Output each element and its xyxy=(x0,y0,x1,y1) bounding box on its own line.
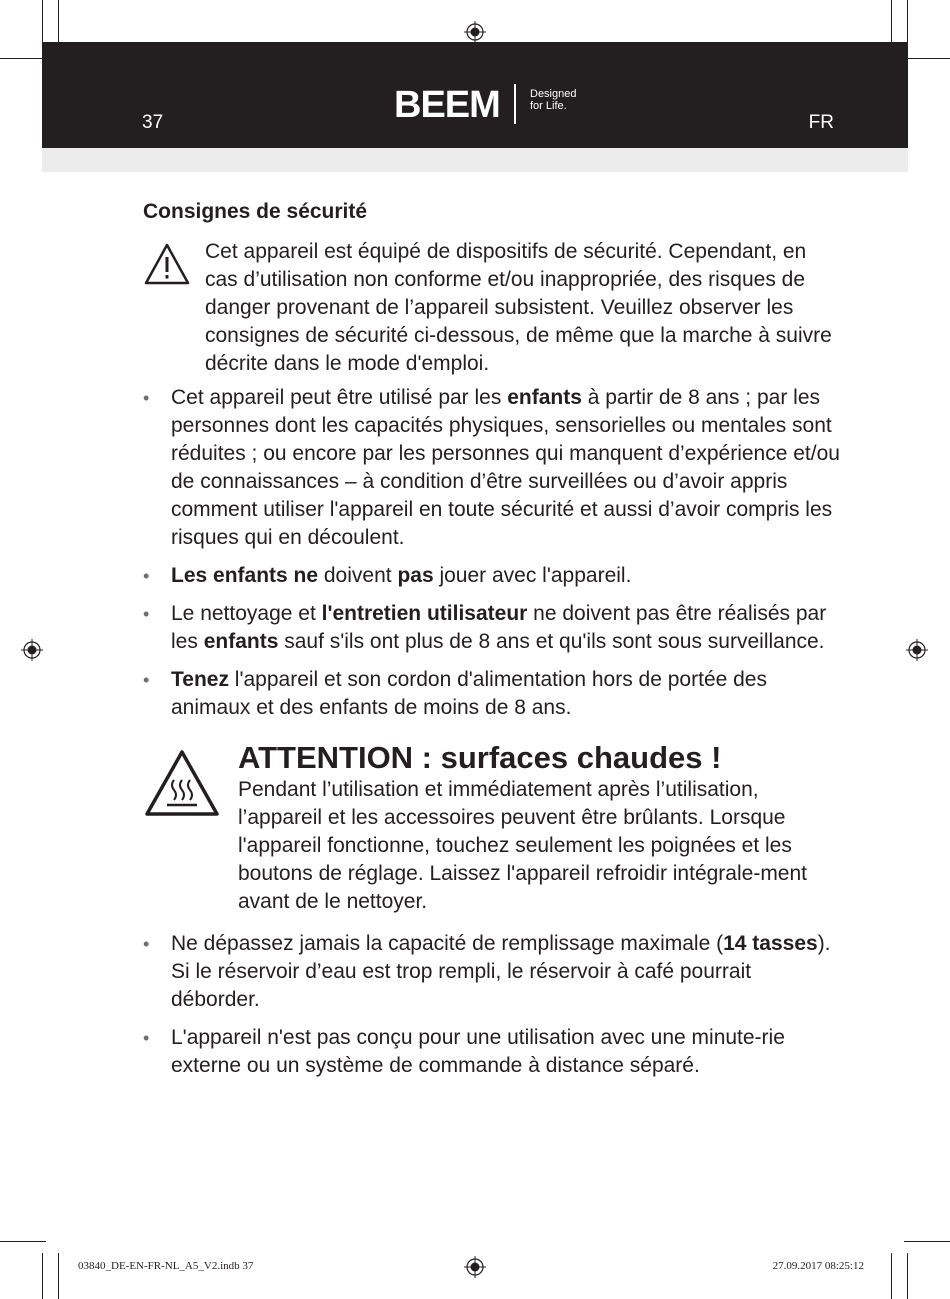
hot-surface-warning xyxy=(143,740,843,916)
hot-surface-icon xyxy=(143,748,221,818)
warning-triangle-icon xyxy=(143,242,191,286)
crop-mark xyxy=(58,0,59,46)
page-header xyxy=(42,42,908,148)
list-item: • Cet appareil peut être utilisé par les enfants à partir de 8 ans ; par les personnes dont les capacités physiques, sensorielles ou mentales sont réduites ; ou encore par les personnes qui manquent d’expérience et/ou de connaissances – à condition d’être surveillées ou d’avoir appris comment utiliser l'appareil en toute sécurité et aussi d’avoir compris les risques qui en découlent. xyxy=(143,384,843,552)
hot-warning-title: ATTENTION : surfaces chaudes ! xyxy=(238,740,722,775)
registration-mark-icon xyxy=(464,1256,486,1278)
logo-divider xyxy=(514,84,516,124)
page-number: 37 xyxy=(142,112,164,133)
registration-mark-icon xyxy=(464,21,486,43)
brand-tagline xyxy=(530,88,576,112)
warning-text: Cet appareil est équipé de dispositifs de sécurité. Cependant, en cas d’utilisation non conforme et/ou inappropriée, des risques de danger provenant de l’appareil subsistent. Veuillez observer les consignes de sécurité ci-dessous, de même que la marche à suivre décrite dans le mode d'emploi. xyxy=(205,240,832,375)
footer-file-info: 03840_DE-EN-FR-NL_A5_V2.indb 37 xyxy=(78,1260,254,1272)
safety-list xyxy=(143,384,843,722)
section-title: Consignes de sécurité xyxy=(143,200,368,223)
crop-mark xyxy=(904,58,950,59)
list-item: • Tenez l'appareil et son cordon d'alimentation hors de portée des animaux et des enfants de moins de 8 ans. xyxy=(143,666,843,722)
crop-mark xyxy=(0,1241,46,1242)
crop-mark xyxy=(0,58,46,59)
brand-logo: BEEM xyxy=(394,84,500,126)
tagline-line: for Life. xyxy=(530,100,567,112)
registration-mark-icon xyxy=(906,639,928,661)
tagline-line: Designed xyxy=(530,88,577,100)
crop-mark xyxy=(891,1253,892,1299)
footer-timestamp: 27.09.2017 08:25:12 xyxy=(772,1260,864,1272)
crop-mark xyxy=(891,0,892,46)
page-content xyxy=(143,198,843,1090)
crop-mark xyxy=(58,1253,59,1299)
registration-mark-icon xyxy=(21,639,43,661)
crop-mark xyxy=(904,1241,950,1242)
list-item: • L'appareil n'est pas conçu pour une utilisation avec une minute-rie externe ou un système de commande à distance séparé. xyxy=(143,1024,843,1080)
header-strip xyxy=(42,148,908,172)
list-item: • Les enfants ne doivent pas jouer avec l'appareil. xyxy=(143,562,843,590)
safety-list xyxy=(143,930,843,1080)
warning-block xyxy=(143,238,843,378)
list-item: • Ne dépassez jamais la capacité de remplissage maximale (14 tasses). Si le réservoir d’eau est trop rempli, le réservoir à café pourrait déborder. xyxy=(143,930,843,1014)
crop-mark xyxy=(42,0,43,46)
crop-mark xyxy=(907,0,908,46)
language-code: FR xyxy=(808,112,834,133)
list-item: • Le nettoyage et l'entretien utilisateur ne doivent pas être réalisés par les enfants sauf s'ils ont plus de 8 ans et qu'ils sont sous surveillance. xyxy=(143,600,843,656)
hot-warning-text: Pendant l’utilisation et immédiatement après l’utilisation, l’appareil et les accessoires peuvent être brûlants. Lorsque l'appareil fonctionne, touchez seulement les poignées et les boutons de réglage. Laissez l'appareil refroidir intégrale-ment avant de le nettoyer. xyxy=(238,778,807,913)
crop-mark xyxy=(907,1253,908,1299)
crop-mark xyxy=(42,1253,43,1299)
